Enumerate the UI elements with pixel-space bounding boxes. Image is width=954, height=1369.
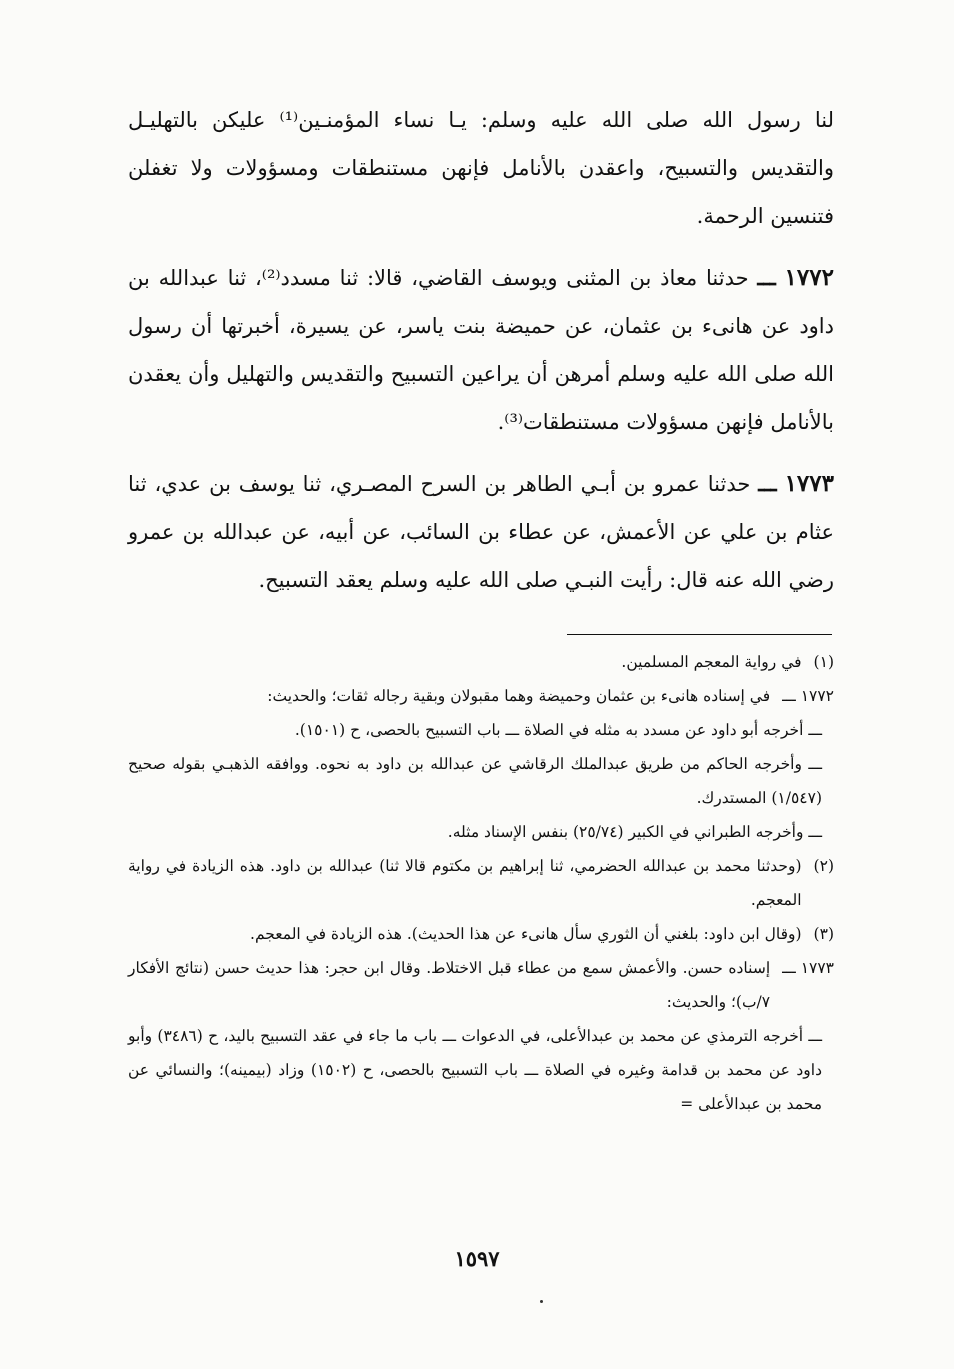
hadith-1773 (128, 460, 834, 604)
footnote-divider (567, 634, 832, 635)
footnote-label (822, 1019, 834, 1121)
footnote-text: (وحدثنا محمد بن عبدالله الحضرمي، ثنا إبراهيم بن مكتوم قالا ثنا) عبدالله بن داود. هذه الزيادة في رواية المعجم. (128, 857, 802, 909)
footnote-text: ـــ وأخرجه الحاكم من طريق عبدالملك الرقاشي عن عبدالله بن داود به نحوه. ووافقه الذهبـي بقوله صحيح (١/٥٤٧) المستدرك. (128, 755, 822, 807)
hadith-text: حدثنا عمرو بن أبـي الطاهر بن السرح المصـري، ثنا يوسف بن عدي، ثنا عثام بن علي عن الأعمش، عن عطاء بن السائب، عن أبيه، عن عبدالله بن عمرو رضي الله عنه قال: رأيت النبـي صلى الله عليه وسلم يعقد التسبيح. (128, 472, 834, 592)
footnote-label: (١) (813, 653, 834, 671)
hadith-number: ١٧٧٣ (784, 470, 834, 497)
footnote (128, 645, 834, 679)
hadith-dash: ـــ (757, 265, 776, 290)
footnote-label (822, 713, 834, 747)
main-text (128, 96, 834, 604)
footnote-text: في رواية المعجم المسلمين. (621, 653, 802, 671)
footnote-text: (وقال ابن داود: بلغني أن الثوري سأل هانىء عن هذا الحديث). هذه الزيادة في المعجم. (250, 925, 802, 943)
footnote-text: في إسناده هانىء بن عثمان وحميضة وهما مقبولان وبقية رجاله ثقات؛ والحديث: (267, 687, 771, 705)
footnote (128, 815, 834, 849)
print-speck (540, 1300, 543, 1303)
footnote-label (822, 815, 834, 849)
footnote (128, 747, 834, 815)
hadith-text: حدثنا معاذ بن المثنى ويوسف القاضي، قالا: ثنا مسدد⁽²⁾، ثنا عبدالله بن داود عن هانىء بن عثمان، عن حميضة بنت ياسر، عن يسيرة، أخبرتها أن رسول الله صلى الله عليه وسلم أمرهن أن يراعين التسبيح والتقديس والتهليل وأن يعقدن بالأنامل فإنهن مسؤولات مستنطقات⁽³⁾. (128, 266, 834, 434)
footnotes (128, 645, 834, 1121)
footnote (128, 713, 834, 747)
footnote-label (822, 747, 834, 815)
hadith-1772 (128, 254, 834, 446)
paragraph-continuation: لنا رسول الله صلى الله عليه وسلم: يـا نساء المؤمنـين⁽¹⁾ عليكن بالتهليـل والتقديس والتسبيح، واعقدن بالأنامل فإنهن مستنطقات ومسؤولات ولا تغفلن فتنسين الرحمة. (128, 108, 834, 228)
footnote-label: (٣) (813, 925, 834, 943)
footnote (128, 917, 834, 951)
footnote (128, 679, 834, 713)
footnote-text: ـــ أخرجه أبو داود عن مسدد به مثله في الصلاة ـــ باب التسبيح بالحصى، ح (١٥٠١). (294, 721, 822, 739)
footnote-label: ١٧٧٢ ـــ (782, 687, 834, 705)
hadith-dash: ـــ (758, 471, 777, 496)
footnote-text: إسناده حسن. والأعمش سمع من عطاء قبل الاختلاط. وقال ابن حجر: هذا حديث حسن (نتائج الأفكار ٧/ب)؛ والحديث: (128, 959, 771, 1011)
page-number: ١٥٩٧ (454, 1246, 500, 1271)
footnote-label: (٢) (813, 857, 834, 875)
hadith-number: ١٧٧٢ (784, 264, 834, 291)
footnote (128, 849, 834, 917)
footnote-text: ـــ أخرجه الترمذي عن محمد بن عبدالأعلى، في الدعوات ـــ باب ما جاء في عقد التسبيح باليد، ح (٣٤٨٦) وأبو داود عن محمد بن قدامة وغيره في الصلاة ـــ باب التسبيح بالحصى، ح (١٥٠٢) وزاد (بيمينه)؛ والنسائي عن محمد بن عبدالأعلى = (128, 1027, 823, 1113)
footnote-text: ـــ وأخرجه الطبراني في الكبير (٢٥/٧٤) بنفس الإسناد مثله. (447, 823, 822, 841)
footnote (128, 951, 834, 1019)
footnote-label: ١٧٧٣ ـــ (782, 959, 834, 977)
footnote (128, 1019, 834, 1121)
